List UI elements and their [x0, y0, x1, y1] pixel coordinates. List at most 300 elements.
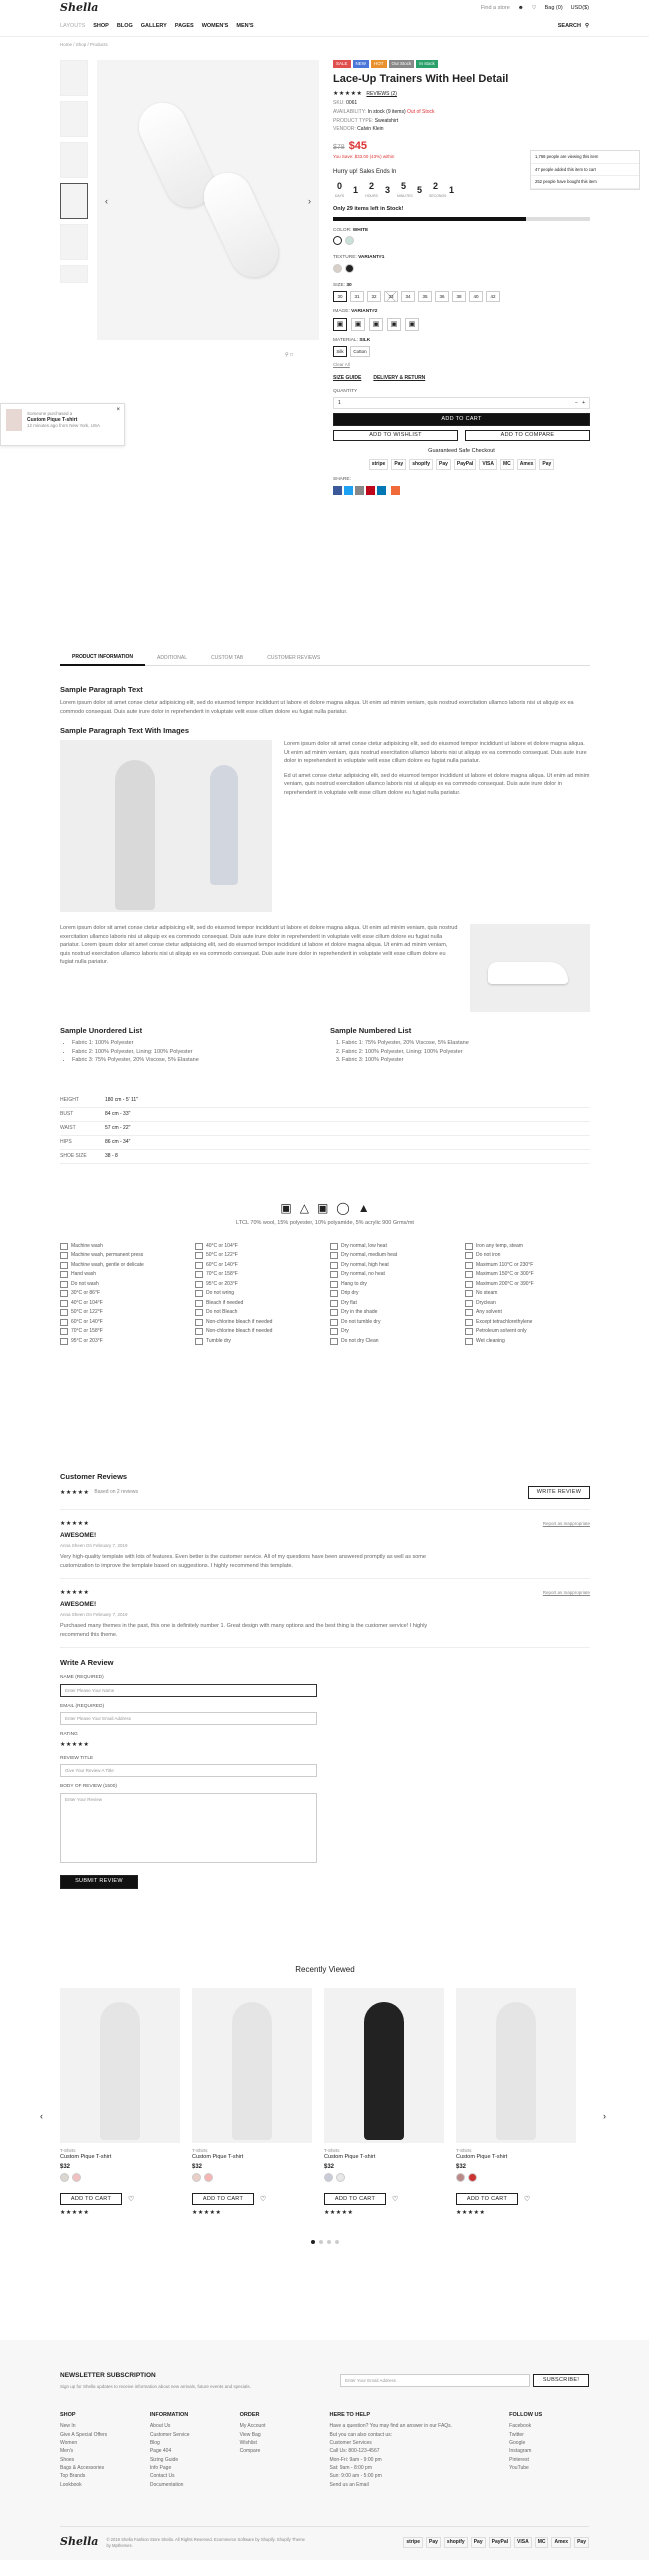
- product-name[interactable]: Custom Pique T-shirt: [192, 2153, 244, 2160]
- footer-link[interactable]: Pinterest: [509, 2456, 529, 2463]
- thumbnail[interactable]: [60, 101, 88, 137]
- texture-swatch[interactable]: [333, 264, 342, 273]
- main-nav: [0, 17, 649, 37]
- footer-link[interactable]: Call Us: 800-123-4567: [329, 2448, 380, 2455]
- footer-link[interactable]: Give A Special Offers: [60, 2431, 108, 2438]
- heart-icon[interactable]: ♡: [260, 2195, 267, 2203]
- footer-column-title: INFORMATION: [149, 2411, 189, 2418]
- nav-mens[interactable]: MEN'S: [236, 22, 254, 29]
- logo[interactable]: Shella: [60, 1, 99, 15]
- product-name[interactable]: Custom Pique T-shirt: [60, 2153, 112, 2160]
- footer-link[interactable]: Contact Us: [149, 2473, 175, 2480]
- paragraph: Ed ut amet conse ctetur adipisicing elit, sed do eiusmod tempor incididunt ut labore et dolore magna aliqua. Ut enim ad minim veniam, quis nostrud exercitation ullamco laboris nisi ut aliquip ex ea commodo consequat. Duis aute irure dolor in reprehenderit in voluptate velit esse cillum dolore eu fugiat nulla pariatur.: [284, 772, 590, 796]
- rating-label: RATING: [60, 1732, 78, 1738]
- footer-logo[interactable]: Shella: [60, 2535, 99, 2549]
- product-title: Lace-Up Trainers With Heel Detail: [333, 73, 509, 86]
- countdown-unit: HOURS: [365, 194, 378, 199]
- review-header: [60, 1520, 590, 1528]
- zoom-icon[interactable]: ⚲ □: [285, 352, 294, 358]
- close-icon[interactable]: ×: [116, 407, 120, 413]
- add-to-wishlist-button[interactable]: [333, 430, 458, 441]
- rating-stars: ★★★★★: [60, 1590, 90, 1597]
- care-item: Do not dry Clean: [330, 1336, 455, 1346]
- reviews-title: Customer Reviews: [60, 1472, 128, 1481]
- section-heading: Sample Paragraph Text: [60, 685, 143, 694]
- nav-pages[interactable]: PAGES: [174, 22, 194, 29]
- payment-pay-icon: Pay: [391, 459, 406, 470]
- purchase-popup[interactable]: [0, 403, 125, 446]
- care-item: Dry: [330, 1327, 455, 1337]
- linkedin-icon[interactable]: [377, 486, 386, 495]
- countdown-unit: DAYS: [334, 194, 345, 199]
- size-option-35[interactable]: 35: [418, 291, 432, 302]
- thumbnail[interactable]: [60, 60, 88, 96]
- color-swatch-white[interactable]: [333, 236, 342, 245]
- wash-icon: ▣: [280, 1200, 292, 1215]
- review-author: Anna Sheen On February 7, 2019: [60, 1542, 128, 1548]
- color-label: COLOR:: [333, 227, 352, 233]
- quantity-label: QUANTITY: [333, 389, 358, 394]
- size-option-31[interactable]: 31: [350, 291, 364, 302]
- countdown-digit: [445, 184, 458, 196]
- viewing-count: 1,768 people are viewing this item: [531, 151, 639, 164]
- size-row: [60, 1108, 590, 1122]
- chevron-right-icon[interactable]: ›: [308, 196, 311, 206]
- rating-stars: ★★★★★: [324, 2210, 354, 2217]
- submit-review-button[interactable]: [60, 1875, 138, 1889]
- stock-progress: [333, 217, 590, 221]
- review-body: Purchased many themes in the past, this one is definitely number 1. Great design with many options and the best thing is the customer service! I highly recommend this theme.: [60, 1623, 428, 1638]
- chevron-right-icon[interactable]: ›: [603, 2111, 606, 2121]
- add-to-cart-label: ADD TO CART: [441, 416, 482, 423]
- review-title-input[interactable]: Give Your Review A Title: [60, 1764, 317, 1777]
- find-store-link[interactable]: Find a store: [480, 4, 510, 11]
- heart-icon[interactable]: ♡: [531, 4, 537, 11]
- size-option-34[interactable]: 34: [401, 291, 415, 302]
- customer-reviews: [60, 1472, 590, 1889]
- material-option[interactable]: Silk: [333, 346, 347, 357]
- availability-label: AVAILABILITY:: [333, 108, 367, 115]
- model-figure: [100, 2002, 140, 2140]
- bought-count: 252 people have bought this item: [531, 176, 639, 189]
- footer-link[interactable]: Documentation: [149, 2481, 184, 2488]
- recently-viewed-title: Recently Viewed: [295, 1965, 355, 1974]
- care-item: 60°C or 140°F: [195, 1260, 320, 1270]
- facebook-icon[interactable]: [333, 486, 342, 495]
- size-guide-link[interactable]: SIZE GUIDE: [333, 375, 362, 382]
- heart-icon[interactable]: ♡: [128, 2195, 135, 2203]
- footer-link[interactable]: My Account: [239, 2423, 266, 2430]
- currency-select[interactable]: USD($): [570, 4, 589, 11]
- search-icon[interactable]: ⚲: [584, 22, 589, 29]
- product-price: $32: [324, 2164, 335, 2171]
- care-item: Do not wash: [60, 1279, 185, 1289]
- footer-link[interactable]: Customer Services: [329, 2439, 372, 2446]
- footer-link[interactable]: Compare: [239, 2448, 261, 2455]
- size-row: [60, 1122, 590, 1136]
- review-header: [60, 1589, 590, 1597]
- subscribe-label: SUBSCRIBE!: [542, 2377, 580, 2384]
- color-swatch[interactable]: [324, 2173, 333, 2182]
- report-link[interactable]: Report as Inappropriate: [542, 1590, 590, 1596]
- add-to-cart-label: ADD TO CART: [70, 2195, 112, 2202]
- bag-variant[interactable]: ▣: [369, 318, 383, 331]
- bag-variant[interactable]: ▣: [387, 318, 401, 331]
- footer-link[interactable]: Twitter: [509, 2431, 524, 2438]
- bag-variant[interactable]: ▣: [333, 318, 347, 331]
- search-link[interactable]: SEARCH: [557, 22, 581, 29]
- product-section: [60, 60, 590, 630]
- model-figure: [496, 2002, 536, 2140]
- list-item: • Fabric 2: 100% Polyester, Lining: 100% Polyester: [72, 1049, 330, 1056]
- add-to-cart-button[interactable]: [192, 2193, 254, 2205]
- color-swatch[interactable]: [456, 2173, 465, 2182]
- care-item: 95°C or 203°F: [60, 1336, 185, 1346]
- footer-column-title: FOLLOW US: [509, 2411, 543, 2418]
- product-name[interactable]: Custom Pique T-shirt: [324, 2153, 376, 2160]
- bleach-icon: △: [299, 1200, 309, 1215]
- write-review-button[interactable]: [528, 1486, 590, 1499]
- care-item: No steam: [465, 1289, 590, 1299]
- swatches: [324, 2173, 444, 2185]
- product-name[interactable]: Custom Pique T-shirt: [456, 2153, 508, 2160]
- minus-plus-icon[interactable]: − +: [574, 400, 585, 407]
- swatches: [456, 2173, 576, 2185]
- reviews-link[interactable]: REVIEWS (2): [366, 90, 397, 97]
- clear-all-link[interactable]: Clear All: [333, 362, 350, 368]
- footer-link[interactable]: Instagram: [509, 2448, 532, 2455]
- thumbnail[interactable]: [60, 265, 88, 283]
- thumbnail-selected[interactable]: [60, 183, 88, 219]
- payment-stripe-icon: stripe: [403, 2537, 423, 2548]
- quantity-value[interactable]: 1: [338, 400, 341, 407]
- care-item: Non-chlorine bleach if needed: [195, 1317, 320, 1327]
- email-icon[interactable]: [355, 486, 364, 495]
- care-item: 40°C or 104°F: [195, 1241, 320, 1251]
- email-input[interactable]: Enter Please Your Email Address: [60, 1712, 317, 1725]
- footer: [0, 2340, 649, 2560]
- product-card[interactable]: [324, 1988, 444, 2218]
- chevron-left-icon[interactable]: ‹: [40, 2111, 43, 2121]
- texture-swatch[interactable]: [345, 264, 354, 273]
- newsletter-text: Sign up for Shella updates to receive information about new arrivals, future events and specials.: [60, 2383, 251, 2389]
- size-option-30[interactable]: 30: [333, 291, 347, 302]
- copyright: © 2019 Shella Fashion Store Shella. All Rights Reserved. Ecommerce Software by Shopify. Shopify Theme by Mpthemes.: [106, 2536, 305, 2548]
- model-image: [60, 740, 272, 912]
- user-icon[interactable]: ☻: [517, 4, 524, 11]
- size-key: BUST: [60, 1110, 74, 1117]
- care-item: Machine wash, permanent press: [60, 1251, 185, 1261]
- care-item: Non-chlorine bleach if needed: [195, 1327, 320, 1337]
- care-item: 50°C or 122°F: [60, 1308, 185, 1318]
- payment-stripe-icon: stripe: [369, 459, 389, 470]
- rating-stars: ★★★★★: [192, 2210, 222, 2217]
- footer-link[interactable]: Blog: [149, 2439, 160, 2446]
- thumbnail[interactable]: [60, 224, 88, 260]
- size-value: 180 cm - 5' 11": [105, 1096, 138, 1103]
- review-title: AWESOME!: [60, 1532, 97, 1540]
- footer-link[interactable]: Google: [509, 2439, 526, 2446]
- product-card[interactable]: [456, 1988, 576, 2218]
- footer-link[interactable]: Sat: 9am - 8:00 pm: [329, 2464, 373, 2471]
- shoe-image: [488, 962, 568, 984]
- availability-extra: Out of Stock: [407, 108, 435, 115]
- bag-link[interactable]: Bag (0): [544, 4, 563, 11]
- shoe-side-image: [470, 924, 590, 1012]
- care-item: Hang to dry: [330, 1279, 455, 1289]
- add-to-cart-button[interactable]: [456, 2193, 518, 2205]
- product-image[interactable]: [324, 1988, 444, 2143]
- chevron-left-icon[interactable]: ‹: [105, 196, 108, 206]
- countdown-value: 3: [384, 185, 390, 196]
- review-body-textarea[interactable]: Enter Your Review: [60, 1793, 317, 1863]
- popup-image: [6, 409, 22, 431]
- countdown-value: 5: [400, 181, 406, 191]
- add-to-cart-button[interactable]: [60, 2193, 122, 2205]
- review-author: Anna Sheen On February 7, 2019: [60, 1611, 128, 1617]
- hot-badge: HOT: [371, 60, 387, 68]
- payment-shopify-icon: shopify: [444, 2537, 468, 2548]
- size-value: 57 cm - 22": [105, 1124, 131, 1131]
- care-item: Dry normal, low heat: [330, 1241, 455, 1251]
- care-item: Maximum 110°C or 230°F: [465, 1260, 590, 1270]
- footer-link[interactable]: Top Brands: [60, 2473, 86, 2480]
- list-item: • Fabric 3: 75% Polyester, 20% Viscose, 5% Elastane: [72, 1057, 330, 1064]
- color-swatch-green[interactable]: [345, 236, 354, 245]
- care-item: Any solvent: [465, 1308, 590, 1318]
- pinterest-icon[interactable]: [366, 486, 375, 495]
- footer-column-title: HERE TO HELP: [329, 2411, 371, 2418]
- payment-mc-icon: MC: [500, 459, 514, 470]
- model-figure: [115, 760, 155, 910]
- review-list: [60, 1520, 590, 1648]
- color-swatch[interactable]: [336, 2173, 345, 2182]
- twitter-icon[interactable]: [344, 486, 353, 495]
- review-title: AWESOME!: [60, 1601, 97, 1609]
- footer-link[interactable]: View Bag: [239, 2431, 261, 2438]
- new-badge: NEW: [353, 60, 370, 68]
- report-link[interactable]: Report as Inappropriate: [542, 1521, 590, 1527]
- list-item: 1. Fabric 1: 75% Polyester, 20% Viscose, 5% Elastane: [342, 1040, 590, 1047]
- image-value: VARIANT#2: [351, 309, 378, 315]
- sku-value: 0061: [346, 100, 358, 106]
- footer-column-shop: [60, 2412, 150, 2490]
- color-swatch[interactable]: [60, 2173, 69, 2182]
- breadcrumb[interactable]: Home / Shop / Products: [60, 42, 108, 47]
- quantity-stepper[interactable]: [333, 397, 590, 409]
- care-item: 30°C or 86°F: [60, 1289, 185, 1299]
- popup-when: 12 minutes ago from New York, USA: [27, 423, 101, 429]
- payment-visa-icon: VISA: [514, 2537, 532, 2548]
- color-swatch[interactable]: [468, 2173, 477, 2182]
- countdown-digit: [397, 180, 413, 200]
- footer-link[interactable]: Bags & Accessories: [60, 2464, 105, 2471]
- tab-additional[interactable]: ADDITIONAL: [157, 655, 188, 662]
- product-image[interactable]: [60, 1988, 180, 2143]
- footer-link[interactable]: Men's: [60, 2448, 74, 2455]
- bag-variant[interactable]: ▣: [351, 318, 365, 331]
- composition: LTCL 70% wool, 15% polyester, 10% polyamide, 5% acrylic 900 Grms/mt: [236, 1219, 414, 1226]
- material-option[interactable]: Cotton: [350, 346, 370, 357]
- dry-icon: ▣: [316, 1200, 329, 1215]
- rating-input[interactable]: ★★★★★: [60, 1741, 90, 1748]
- type-value: Sweatshirt: [374, 117, 399, 124]
- main-product-image[interactable]: [97, 60, 319, 340]
- color-swatch[interactable]: [204, 2173, 213, 2182]
- sku-label: SKU:: [333, 100, 345, 106]
- product-card[interactable]: [192, 1988, 312, 2218]
- size-key: SHOE SIZE: [60, 1152, 87, 1159]
- size-options: [333, 291, 590, 302]
- nav-shop[interactable]: SHOP: [93, 22, 109, 29]
- material-label: MATERIAL:: [333, 337, 358, 343]
- countdown-unit: MINUTES: [397, 194, 413, 199]
- size-option-42[interactable]: 42: [486, 291, 500, 302]
- footer-link[interactable]: Mon-Fri: 9am - 9:00 pm: [329, 2456, 382, 2463]
- footer-link[interactable]: New In: [60, 2423, 76, 2430]
- texture-value: VARIANT#1: [358, 255, 385, 261]
- stock-left: Only 29 items left in Stock!: [333, 206, 404, 213]
- size-option-33[interactable]: 33: [384, 291, 398, 302]
- iron-icon: ▲: [357, 1200, 370, 1215]
- delivery-link[interactable]: DELIVERY & RETURN: [373, 375, 426, 382]
- review-item: [60, 1520, 590, 1579]
- nav-gallery[interactable]: GALLERY: [140, 22, 167, 29]
- size-option-38[interactable]: 38: [452, 291, 466, 302]
- thumbnail[interactable]: [60, 142, 88, 178]
- product-card[interactable]: [60, 1988, 180, 2218]
- footer-link[interactable]: YouTube: [509, 2464, 529, 2471]
- payment-pay-icon: Pay: [426, 2537, 441, 2548]
- shoe-image: [196, 165, 286, 285]
- footer-link[interactable]: Send us an Email: [329, 2481, 369, 2488]
- based-on: Based on 2 reviews: [94, 1489, 139, 1496]
- product-tabs: [60, 652, 590, 666]
- tab-custom[interactable]: CUSTOM TAB: [211, 655, 244, 662]
- thumbnail-list: [60, 60, 88, 288]
- size-option-36[interactable]: 36: [435, 291, 449, 302]
- product-price: $32: [60, 2164, 71, 2171]
- footer-link[interactable]: Customer Service: [149, 2431, 190, 2438]
- care-item: Petroleum solvent only: [465, 1327, 590, 1337]
- footer-column-title: ORDER: [239, 2411, 260, 2418]
- payment-amex-icon: Amex: [517, 459, 537, 470]
- add-to-cart-button[interactable]: [324, 2193, 386, 2205]
- product-price: $32: [456, 2164, 467, 2171]
- size-option-40[interactable]: 40: [469, 291, 483, 302]
- footer-link[interactable]: About Us: [149, 2423, 171, 2430]
- payment-icons: [333, 459, 590, 470]
- footer-link[interactable]: Shoes: [60, 2456, 75, 2463]
- rating-stars: ★★★★★: [333, 90, 363, 97]
- sale-badge: SALE: [333, 60, 351, 68]
- size-value: 84 cm - 33": [105, 1110, 131, 1117]
- tab-product-information[interactable]: PRODUCT INFORMATION: [60, 652, 145, 666]
- product-category: T-Shirts: [456, 2147, 472, 2153]
- nav-layouts[interactable]: LAYOUTS: [60, 22, 86, 29]
- card-actions: [60, 2193, 180, 2205]
- size-option-32[interactable]: 32: [367, 291, 381, 302]
- care-item: 50°C or 122°F: [195, 1251, 320, 1261]
- footer-link[interactable]: Lookbook: [60, 2481, 82, 2488]
- footer-link[interactable]: But you can also contact us:: [329, 2431, 393, 2438]
- care-item: Dry in the shade: [330, 1308, 455, 1318]
- payment-mc-icon: MC: [535, 2537, 549, 2548]
- recently-viewed: [60, 1965, 590, 2244]
- size-row: [60, 1094, 590, 1108]
- subscribe-button[interactable]: [533, 2374, 589, 2387]
- vendor-value: Calvin Klein: [357, 126, 384, 133]
- color-swatch[interactable]: [72, 2173, 81, 2182]
- out-stock-badge: Out Stock: [389, 60, 415, 68]
- newsletter-email-input[interactable]: Enter Your Email Address: [340, 2374, 530, 2387]
- unordered-list: [60, 1040, 330, 1064]
- size-key: HIPS: [60, 1138, 72, 1145]
- rating-stars: ★★★★★: [60, 2210, 90, 2217]
- name-input[interactable]: Enter Please Your Name: [60, 1684, 317, 1697]
- plus-icon[interactable]: [391, 486, 400, 495]
- old-price: $78: [333, 144, 345, 151]
- care-item: Dry normal, medium heat: [330, 1251, 455, 1261]
- heart-icon[interactable]: ♡: [392, 2195, 399, 2203]
- heart-icon[interactable]: ♡: [524, 2195, 531, 2203]
- countdown-digit: [413, 184, 426, 196]
- model-figure: [210, 765, 238, 885]
- countdown-value: 1: [352, 185, 358, 196]
- safe-checkout: Guaranteed Safe Checkout: [428, 448, 495, 455]
- payment-pay-icon: Pay: [471, 2537, 486, 2548]
- nav-blog[interactable]: BLOG: [116, 22, 133, 29]
- review-body-label: BODY OF REVIEW (1500): [60, 1784, 117, 1790]
- care-item: Do not wring: [195, 1289, 320, 1299]
- review-title-label: REVIEW TITLE: [60, 1755, 94, 1761]
- care-list: [60, 1241, 590, 1346]
- footer-link[interactable]: Wishlist: [239, 2439, 257, 2446]
- carousel-dots[interactable]: [60, 2240, 590, 2244]
- care-item: Dry normal, high heat: [330, 1260, 455, 1270]
- add-to-cart-label: ADD TO CART: [334, 2195, 376, 2202]
- footer-link[interactable]: Women: [60, 2439, 78, 2446]
- review-body: Very high-quality template with lots of features. Even better is the customer service. All of my questions have been answered promptly as well as some customization to improve the template based on suggestions. I highly recommend this template.: [60, 1554, 426, 1569]
- card-actions: [456, 2193, 576, 2205]
- you-save: You Save: $33.00 (43%) within: [333, 153, 395, 159]
- color-swatch[interactable]: [192, 2173, 201, 2182]
- top-bar: [0, 0, 649, 17]
- write-review-label: WRITE REVIEW: [536, 1488, 582, 1495]
- footer-link[interactable]: Facebook: [509, 2423, 532, 2430]
- footer-link[interactable]: Sun: 9:00 am - 5:00 pm: [329, 2473, 382, 2480]
- texture-label: TEXTURE:: [333, 255, 357, 261]
- nav-womens[interactable]: WOMEN'S: [201, 22, 229, 29]
- bag-variant[interactable]: ▣: [405, 318, 419, 331]
- tab-customer-reviews[interactable]: CUSTOMER REVIEWS: [267, 655, 321, 662]
- footer-link[interactable]: Have a question? You may find an answer in our FAQs.: [329, 2423, 453, 2430]
- footer-link[interactable]: Sizing Guide: [149, 2456, 179, 2463]
- image-label: IMAGE:: [333, 309, 350, 315]
- product-image[interactable]: [192, 1988, 312, 2143]
- add-to-compare-button[interactable]: [465, 430, 590, 441]
- swatches: [60, 2173, 180, 2185]
- add-to-cart-button[interactable]: [333, 413, 590, 426]
- countdown-value: 0: [336, 181, 342, 191]
- dryclean-icon: ◯: [336, 1200, 350, 1215]
- product-image[interactable]: [456, 1988, 576, 2143]
- footer-link[interactable]: Page 404: [149, 2448, 172, 2455]
- footer-link[interactable]: Info Page: [149, 2464, 172, 2471]
- care-item: Do not tumble dry: [330, 1317, 455, 1327]
- paragraph: Lorem ipsum dolor sit amet conse ctetur adipisicing elit, sed do eiusmod tempor incididunt ut labore et dolore magna aliqua. Ut enim ad minim veniam, quis nostrud exercitation ullamco laboris nisi ut aliquip ex ea commodo consequat. Duis aute irure dolor in reprehenderit in voluptate velit esse cillum dolore eu fugiat nulla pariatur.: [60, 700, 574, 715]
- countdown-value: 2: [432, 181, 438, 191]
